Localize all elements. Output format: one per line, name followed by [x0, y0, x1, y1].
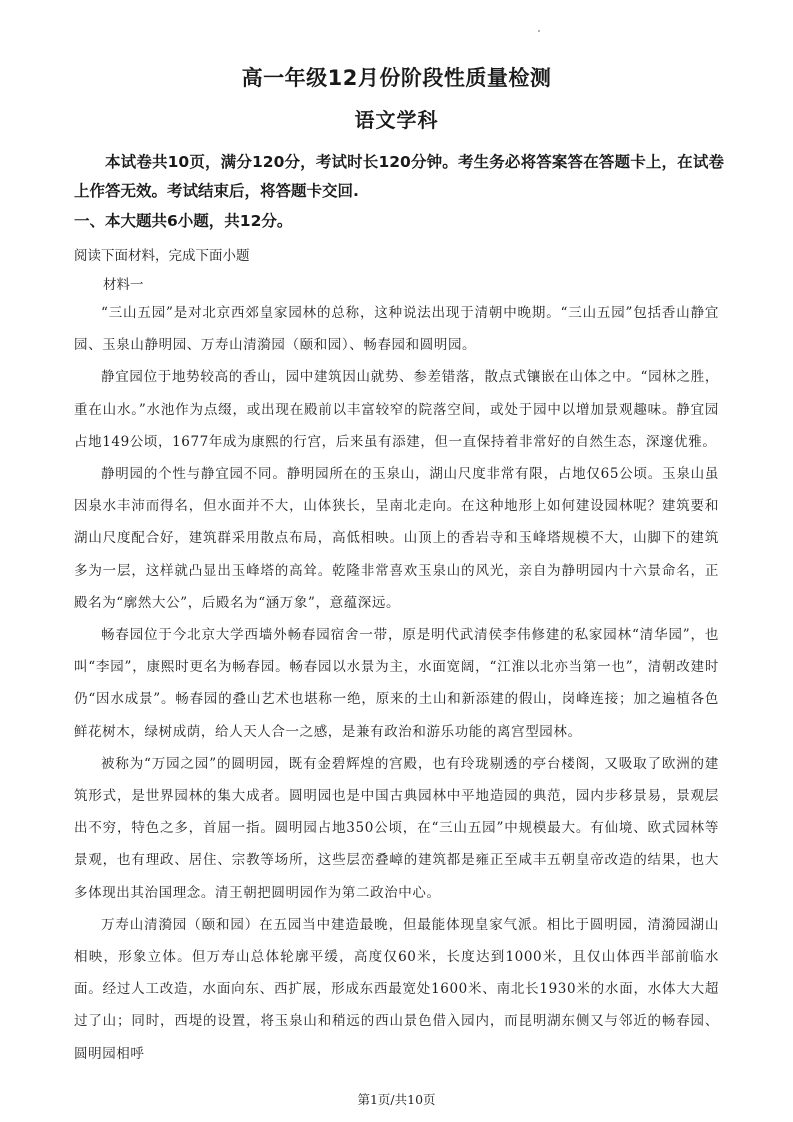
- material-label: 材料一: [103, 277, 144, 293]
- section-heading: 一、本大题共6小题，共12分。: [74, 212, 293, 230]
- exam-title: 高一年级12月份阶段性质量检测: [241, 66, 552, 90]
- paragraph-changchun-garden: 畅春园位于今北京大学西墙外畅春园宿舍一带，原是明代武清侯李伟修建的私家园林“清华园”，也叫“李园”，康熙时更名为畅春园。畅春园以水景为主，水面宽阔，“江淮以北亦当第一也”，清朝改建时仍“因水成景”。畅春园的叠山艺术也堪称一绝，原来的土山和新添建的假山，岗峰连接；加之遍植各色鲜花树木，绿树成荫，给人天人合一之感，是兼有政治和游乐功能的离宫型园林。: [74, 627, 719, 740]
- exam-notice: 本试卷共10页，满分120分，考试时长120分钟。考生务必将答案答在答题卡上，在试卷上作答无效。考试结束后，将答题卡交回.: [74, 153, 724, 200]
- reading-instruction: 阅读下面材料，完成下面小题: [74, 248, 250, 264]
- paragraph-overview: “三山五园”是对北京西郊皇家园林的总称，这种说法出现于清朝中晚期。“三山五园”包括香山静宜园、玉泉山静明园、万寿山清漪园（颐和园）、畅春园和圆明园。: [74, 305, 719, 354]
- paragraph-qingyi-garden: 万寿山清漪园（颐和园）在五园当中建造最晚，但最能体现皇家气派。相比于圆明园，清漪园湖山相映，形象立体。但万寿山总体轮廓平缓，高度仅60米，长度达到1000米，且仅山体西半部前临水面。经过人工改造，水面向东、西扩展，形成东西最宽处1600米、南北长1930米的水面，水体大大超过了山；同时，西堤的设置，将玉泉山和稍远的西山景色借入园内，而昆明湖东侧又与邻近的畅春园、圆明园相呼: [74, 916, 719, 1062]
- paragraph-jingyi-garden: 静宜园位于地势较高的香山，园中建筑因山就势、参差错落，散点式镶嵌在山体之中。“园林之胜，重在山水。”水池作为点缀，或出现在殿前以丰富较窄的院落空间，或处于园中以增加景观趣味。静宜园占地149公顷，1677年成为康熙的行宫，后来虽有添建，但一直保持着非常好的自然生态，深邃优雅。: [74, 369, 719, 450]
- paragraph-jingming-garden: 静明园的个性与静宜园不同。静明园所在的玉泉山，湖山尺度非常有限，占地仅65公顷。玉泉山虽因泉水丰沛而得名，但水面并不大，山体狭长，呈南北走向。在这种地形上如何建设园林呢？建筑要和湖山尺度配合好，建筑群采用散点布局，高低相映。山顶上的香岩寺和玉峰塔规模不大，山脚下的建筑多为一层，这样就凸显出玉峰塔的高耸。乾隆非常喜欢玉泉山的风光，亲自为静明园内十六景命名，正殿名为“廓然大公”，后殿名为“涵万象”，意蕴深远。: [74, 466, 719, 611]
- subject-title: 语文学科: [354, 108, 439, 132]
- material-body: [74, 297, 719, 1070]
- paragraph-yuanming-garden: 被称为“万园之园”的圆明园，既有金碧辉煌的宫殿，也有玲珑剔透的亭台楼阁，又吸取了欧洲的建筑形式，是世界园林的集大成者。圆明园也是中国古典园林中平地造园的典范，园内步移景易，景观层出不穷，特色之多，首屈一指。圆明园占地350公顷，在“三山五园”中规模最大。有仙境、欧式园林等景观，也有理政、居住、宗教等场所，这些层峦叠嶂的建筑都是雍正至咸丰五朝皇帝改造的结果，也大多体现出其治国理念。清王朝把圆明园作为第二政治中心。: [74, 755, 719, 901]
- scan-speck: [538, 30, 540, 32]
- page-number: 第1页/共10页: [357, 1092, 436, 1107]
